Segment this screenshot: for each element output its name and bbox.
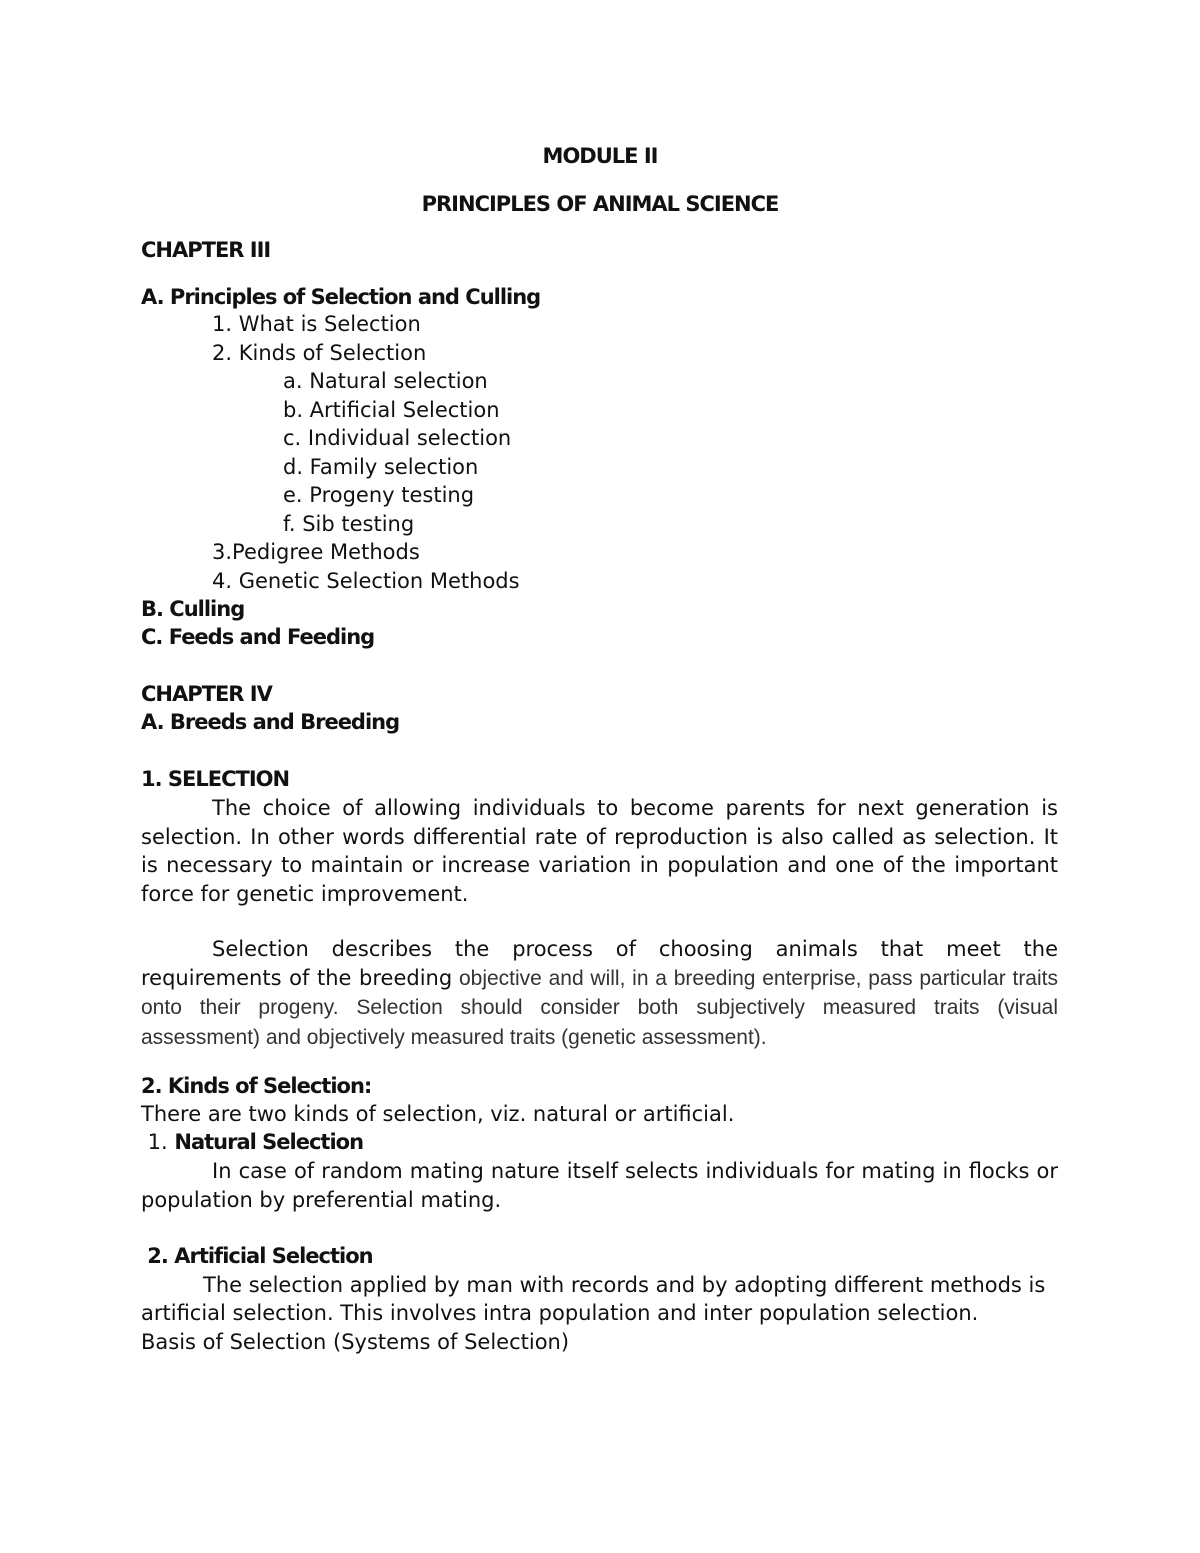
outline-sub-item: a. Natural selection <box>283 369 488 393</box>
selection-paragraph-2 <box>141 935 1058 1052</box>
selection-paragraph-2-rest: objective and will, in a breeding enterprise, pass particular traits onto their progeny. Selection should consider both subjectively measured traits (visual assessment) and objectively measured traits (genetic assessment). <box>141 966 1058 1049</box>
outline-sub-item: e. Progeny testing <box>283 483 475 507</box>
natural-selection-number: 1. <box>141 1130 175 1154</box>
natural-selection-paragraph <box>141 1157 1058 1214</box>
outline-sub-item: f. Sib testing <box>283 512 415 536</box>
chapter-3-section-b: B. Culling <box>141 597 245 621</box>
artificial-selection-heading: 2. Artificial Selection <box>141 1244 373 1268</box>
selection-paragraph-1-text: The choice of allowing individuals to become parents for next generation is selection. In other words differential rate of reproduction is also called as selection. It is necessary to maintain or increase variation in population and one of the important force for genetic improvement. <box>141 796 1058 906</box>
outline-item: 4. Genetic Selection Methods <box>212 569 520 593</box>
outline-sub-item: c. Individual selection <box>283 426 512 450</box>
outline-item: 3.Pedigree Methods <box>212 540 420 564</box>
chapter-3-section-a: A. Principles of Selection and Culling <box>141 285 541 309</box>
chapter-3-title: CHAPTER III <box>141 238 271 262</box>
selection-paragraph-1 <box>141 794 1058 908</box>
chapter-4-section-a: A. Breeds and Breeding <box>141 710 400 734</box>
chapter-3-section-c: C. Feeds and Feeding <box>141 625 375 649</box>
chapter-4-title: CHAPTER IV <box>141 682 272 706</box>
artificial-selection-line-2: artificial selection. This involves intra population and inter population selection. <box>141 1301 979 1325</box>
selection-paragraph-2-lead: Selection describes the process of choosing animals that meet the requirements of the breeding <box>141 937 1058 990</box>
outline-sub-item: b. Artificial Selection <box>283 398 500 422</box>
outline-sub-item: d. Family selection <box>283 455 479 479</box>
kinds-heading: 2. Kinds of Selection: <box>141 1074 372 1098</box>
natural-selection-text: In case of random mating nature itself selects individuals for mating in flocks or population by preferential mating. <box>141 1159 1058 1212</box>
basis-of-selection: Basis of Selection (Systems of Selection) <box>141 1330 570 1354</box>
outline-item: 1. What is Selection <box>212 312 421 336</box>
kinds-intro: There are two kinds of selection, viz. natural or artificial. <box>141 1102 735 1126</box>
artificial-selection-line-1: The selection applied by man with records and by adopting different methods is <box>203 1273 1046 1297</box>
natural-selection-heading-line <box>141 1128 363 1156</box>
subject-title: PRINCIPLES OF ANIMAL SCIENCE <box>421 192 779 216</box>
module-title: MODULE II <box>542 144 658 168</box>
selection-heading: 1. SELECTION <box>141 767 290 791</box>
outline-item: 2. Kinds of Selection <box>212 341 427 365</box>
natural-selection-heading: Natural Selection <box>174 1130 364 1154</box>
